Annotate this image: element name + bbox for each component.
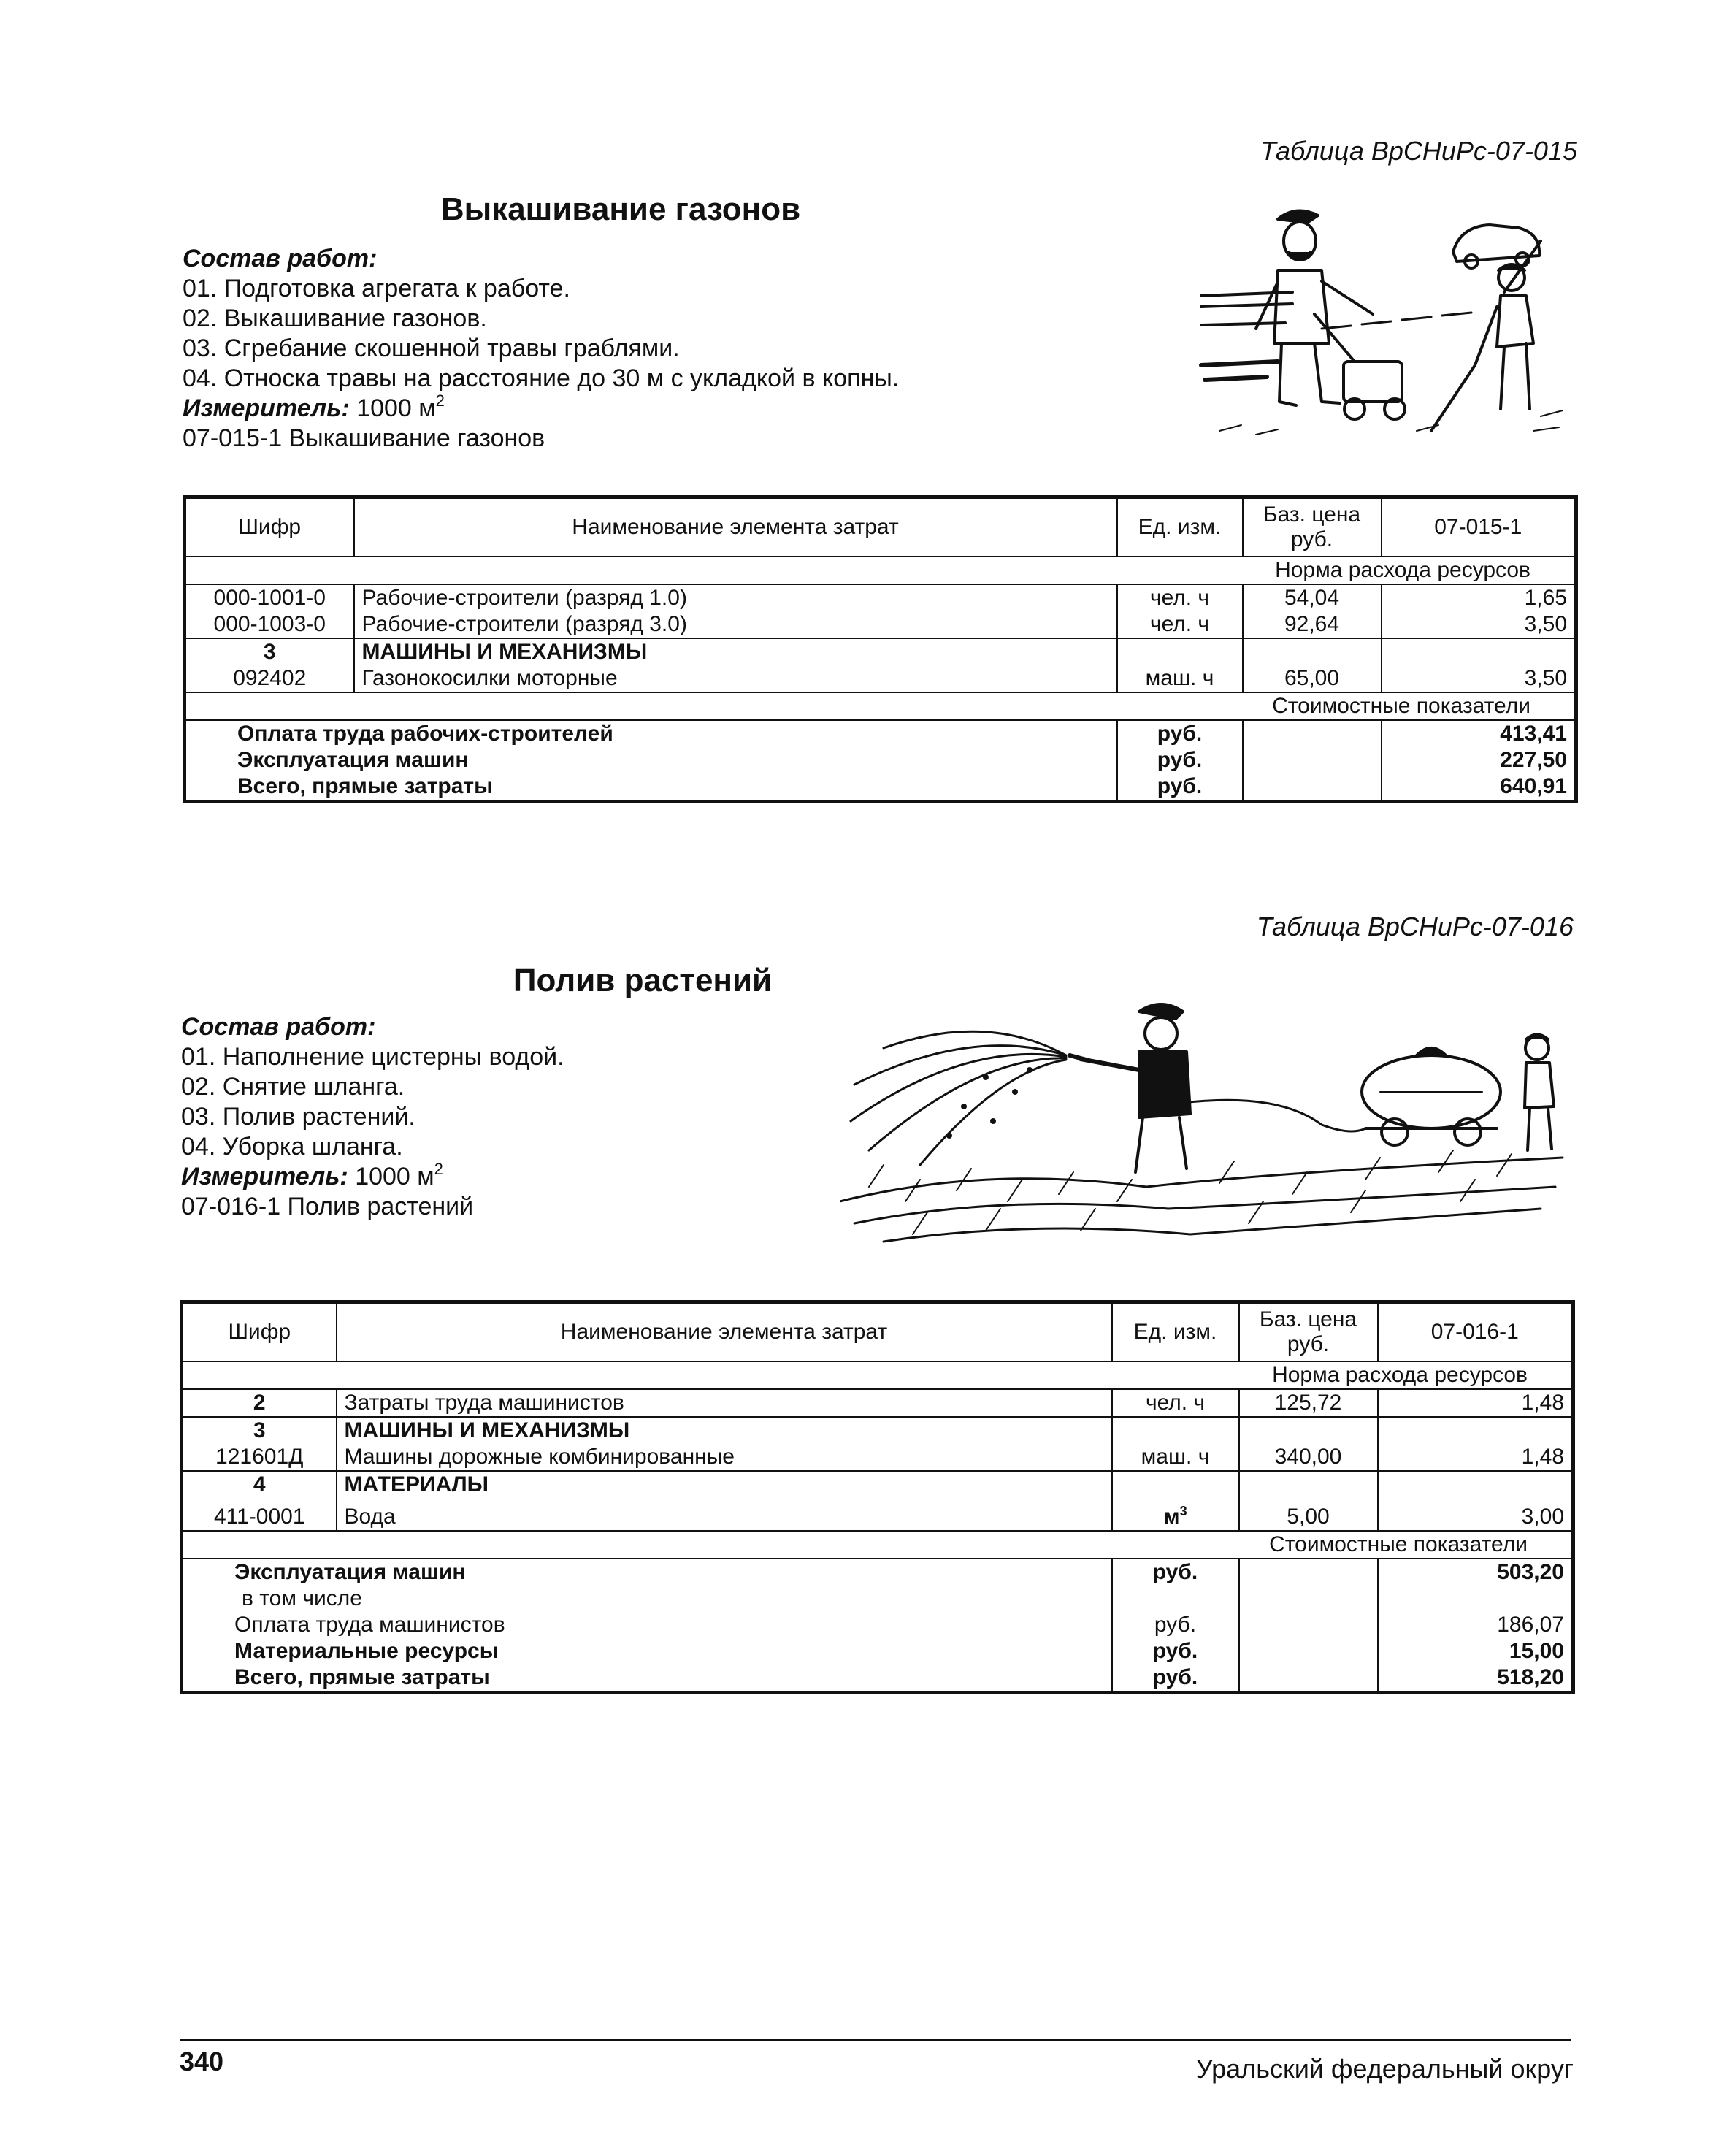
step-item: 01. Наполнение цистерны водой. xyxy=(181,1043,564,1071)
table-row xyxy=(182,1498,1574,1531)
row-price: 340,00 xyxy=(1239,1444,1378,1471)
row-price xyxy=(1239,1417,1378,1444)
step-item: 02. Выкашивание газонов. xyxy=(183,305,487,332)
cost-subheader: Стоимостные показатели xyxy=(185,692,1576,720)
section-title-1: Выкашивание газонов xyxy=(440,191,801,227)
summary-value: 640,91 xyxy=(1500,774,1567,798)
step-item: 04. Уборка шланга. xyxy=(181,1133,403,1161)
row-code: 3 xyxy=(182,1417,337,1444)
summary-label: Эксплуатация машин xyxy=(182,1559,1112,1586)
row-code: 092402 xyxy=(185,665,354,692)
summary-row xyxy=(185,747,1576,773)
table-header-row xyxy=(182,1302,1574,1362)
summary-unit: руб. xyxy=(1112,1638,1239,1664)
row-price xyxy=(1239,1471,1378,1498)
table-row xyxy=(185,584,1576,611)
summary-value xyxy=(1378,1586,1574,1612)
header-name: Наименование элемента затрат xyxy=(354,497,1117,557)
summary-label: Всего, прямые затраты xyxy=(182,1664,1112,1693)
row-name: МАШИНЫ И МЕХАНИЗМЫ xyxy=(354,638,1117,665)
table-reference-1: Таблица ВрСНиРс-07-015 xyxy=(1260,136,1577,166)
region-name: Уральский федеральный округ xyxy=(1195,2054,1574,2084)
table-row xyxy=(185,611,1576,638)
summary-unit: руб. xyxy=(1117,747,1243,773)
watering-plants-illustration xyxy=(840,982,1570,1253)
row-name: Машины дорожные комбинированные xyxy=(337,1444,1112,1471)
row-unit: чел. ч xyxy=(1112,1389,1239,1417)
header-code: Шифр xyxy=(185,497,354,557)
header-unit: Ед. изм. xyxy=(1117,497,1243,557)
code-line: 07-016-1 Полив растений xyxy=(181,1193,474,1220)
row-price: 92,64 xyxy=(1243,611,1382,638)
row-value: 3,50 xyxy=(1382,665,1576,692)
row-value: 3,00 xyxy=(1378,1498,1574,1531)
row-name: Затраты труда машинистов xyxy=(337,1389,1112,1417)
summary-label: Всего, прямые затраты xyxy=(185,773,1117,802)
step-item: 02. Снятие шланга. xyxy=(181,1073,405,1101)
row-code: 411-0001 xyxy=(182,1498,337,1531)
norm-subheader-row xyxy=(182,1361,1574,1389)
measurement-value: 1000 м xyxy=(355,1163,434,1190)
row-value xyxy=(1378,1417,1574,1444)
row-value: 1,48 xyxy=(1378,1444,1574,1471)
summary-unit: руб. xyxy=(1112,1664,1239,1693)
summary-value: 186,07 xyxy=(1497,1613,1564,1637)
header-norm-code: 07-015-1 xyxy=(1382,497,1576,557)
measurement-label: Измеритель: xyxy=(183,394,350,422)
summary-row xyxy=(182,1612,1574,1638)
table-row xyxy=(182,1444,1574,1471)
row-unit xyxy=(1117,638,1243,665)
summary-unit: руб. xyxy=(1112,1612,1239,1638)
resources-table-1 xyxy=(183,495,1578,803)
step-item: 01. Подготовка агрегата к работе. xyxy=(183,275,570,302)
section-title-2: Полив растений xyxy=(513,963,773,998)
row-unit: маш. ч xyxy=(1117,665,1243,692)
norm-subheader: Норма расхода ресурсов xyxy=(182,1361,1574,1389)
row-name: Газонокосилки моторные xyxy=(354,665,1117,692)
composition-heading: Состав работ: xyxy=(183,245,378,272)
row-value xyxy=(1378,1471,1574,1498)
header-unit: Ед. изм. xyxy=(1112,1302,1239,1362)
summary-value: 227,50 xyxy=(1500,748,1567,772)
row-unit-text: м xyxy=(1163,1505,1180,1529)
summary-value: 518,20 xyxy=(1497,1665,1564,1689)
row-price: 5,00 xyxy=(1239,1498,1378,1531)
work-composition-2 xyxy=(181,1012,838,1222)
code-line: 07-015-1 Выкашивание газонов xyxy=(183,424,545,452)
summary-unit: руб. xyxy=(1117,720,1243,747)
header-code: Шифр xyxy=(182,1302,337,1362)
step-item: 04. Относка травы на расстояние до 30 м с укладкой в копны. xyxy=(183,364,900,392)
row-value xyxy=(1382,638,1576,665)
summary-unit: руб. xyxy=(1117,773,1243,802)
cost-subheader-row xyxy=(182,1531,1574,1559)
cost-subheader: Стоимостные показатели xyxy=(182,1531,1574,1559)
summary-row xyxy=(182,1664,1574,1693)
composition-heading: Состав работ: xyxy=(181,1013,376,1041)
row-code: 000-1001-0 xyxy=(185,584,354,611)
row-unit xyxy=(1112,1471,1239,1498)
row-unit xyxy=(1112,1417,1239,1444)
measurement-power: 2 xyxy=(434,1159,443,1178)
table-header-row xyxy=(185,497,1576,557)
row-price xyxy=(1243,638,1382,665)
step-item: 03. Сгребание скошенной травы граблями. xyxy=(183,335,680,362)
summary-value: 413,41 xyxy=(1382,720,1576,747)
measurement-value: 1000 м xyxy=(356,394,436,422)
row-unit xyxy=(1112,1498,1239,1531)
summary-row xyxy=(185,773,1576,802)
measurement-label: Измеритель: xyxy=(181,1163,348,1190)
table-row xyxy=(182,1389,1574,1417)
row-unit-power: 3 xyxy=(1179,1504,1187,1518)
norm-subheader-row xyxy=(185,557,1576,584)
norm-subheader: Норма расхода ресурсов xyxy=(185,557,1576,584)
summary-row xyxy=(185,720,1576,747)
summary-row xyxy=(182,1559,1574,1586)
summary-row xyxy=(182,1638,1574,1664)
header-price: Баз. цена руб. xyxy=(1243,497,1382,557)
summary-unit xyxy=(1112,1586,1239,1612)
header-price: Баз. цена руб. xyxy=(1239,1302,1378,1362)
summary-label: Оплата труда машинистов xyxy=(182,1612,1112,1638)
row-value: 1,65 xyxy=(1382,584,1576,611)
summary-unit: руб. xyxy=(1112,1559,1239,1586)
row-code: 2 xyxy=(182,1389,337,1417)
row-code: 3 xyxy=(185,638,354,665)
work-composition-1 xyxy=(183,244,1059,454)
row-name: Рабочие-строители (разряд 1.0) xyxy=(354,584,1117,611)
row-price: 65,00 xyxy=(1243,665,1382,692)
row-code: 121601Д xyxy=(182,1444,337,1471)
row-code: 4 xyxy=(182,1471,337,1498)
summary-row xyxy=(182,1586,1574,1612)
row-name: МАТЕРИАЛЫ xyxy=(337,1471,1112,1498)
row-value: 3,50 xyxy=(1382,611,1576,638)
measurement xyxy=(181,1159,838,1192)
table-row xyxy=(185,638,1576,665)
row-price: 54,04 xyxy=(1243,584,1382,611)
summary-label: Эксплуатация машин xyxy=(185,747,1117,773)
measurement xyxy=(183,391,1059,424)
row-name: Вода xyxy=(337,1498,1112,1531)
row-name: МАШИНЫ И МЕХАНИЗМЫ xyxy=(337,1417,1112,1444)
summary-label: Материальные ресурсы xyxy=(182,1638,1112,1664)
cost-subheader-row xyxy=(185,692,1576,720)
row-code: 000-1003-0 xyxy=(185,611,354,638)
summary-label: в том числе xyxy=(182,1586,1112,1612)
row-unit: маш. ч xyxy=(1112,1444,1239,1471)
row-name: Рабочие-строители (разряд 3.0) xyxy=(354,611,1117,638)
row-value: 1,48 xyxy=(1378,1389,1574,1417)
summary-value: 503,20 xyxy=(1378,1559,1574,1586)
header-norm-code: 07-016-1 xyxy=(1378,1302,1574,1362)
resources-table-2 xyxy=(180,1300,1575,1694)
row-price: 125,72 xyxy=(1239,1389,1378,1417)
lawn-mowing-workers-illustration xyxy=(1198,197,1577,446)
table-row xyxy=(182,1417,1574,1444)
header-name: Наименование элемента затрат xyxy=(337,1302,1112,1362)
step-item: 03. Полив растений. xyxy=(181,1103,415,1131)
row-unit: чел. ч xyxy=(1117,584,1243,611)
row-unit: чел. ч xyxy=(1117,611,1243,638)
table-reference-2: Таблица ВрСНиРс-07-016 xyxy=(1256,911,1574,941)
summary-label: Оплата труда рабочих-строителей xyxy=(185,720,1117,747)
summary-value: 15,00 xyxy=(1509,1639,1564,1663)
table-row xyxy=(182,1471,1574,1498)
footer-divider xyxy=(180,2039,1571,2041)
page-number: 340 xyxy=(180,2046,224,2076)
measurement-power: 2 xyxy=(435,391,445,410)
table-row xyxy=(185,665,1576,692)
